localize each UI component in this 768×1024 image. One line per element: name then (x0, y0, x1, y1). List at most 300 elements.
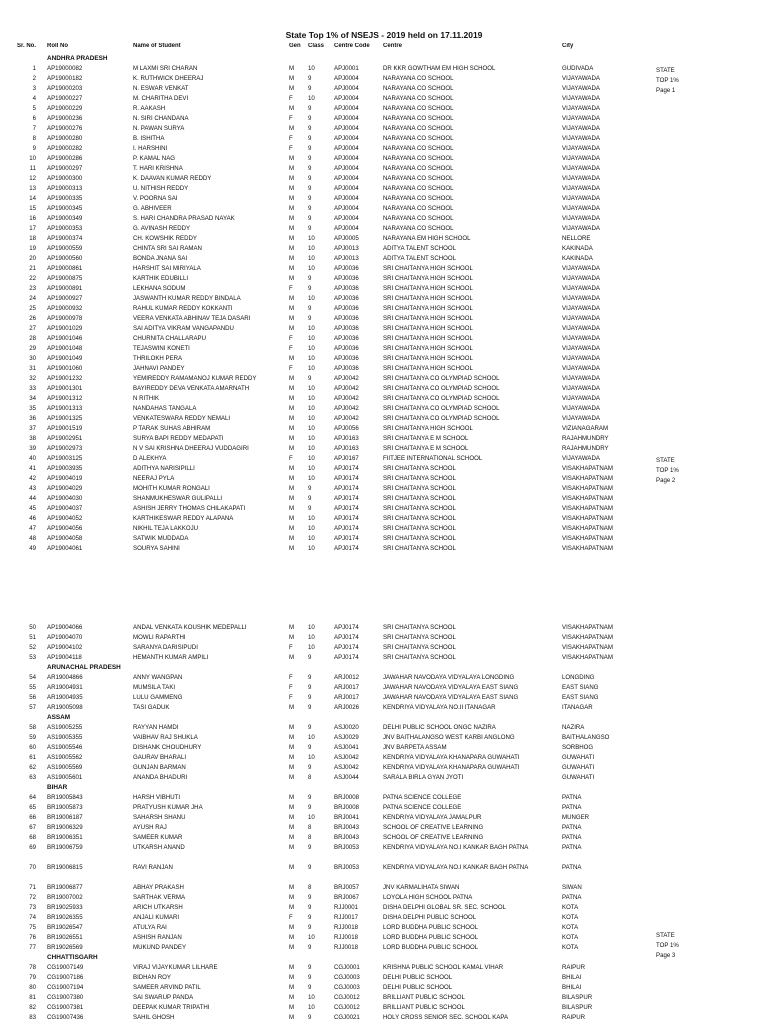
gender: M (289, 904, 295, 911)
gender: M (289, 325, 295, 332)
table-row (0, 633, 768, 643)
serial-number: 54 (29, 674, 36, 681)
centre-name: NARAYANA CO SCHOOL (383, 185, 454, 192)
city: SORBHOG (562, 744, 594, 751)
city: VIJAYAWADA (562, 185, 600, 192)
class: 10 (308, 515, 315, 522)
gender: M (289, 375, 295, 382)
centre-name: SRI CHAITANYA HIGH SCHOOL (383, 315, 473, 322)
centre-name: PATNA SCIENCE COLLEGE (383, 794, 462, 801)
roll-number: AP19000345 (47, 205, 83, 212)
roll-number: BR19006815 (47, 864, 83, 871)
table-row (0, 474, 768, 484)
centre-name: PATNA SCIENCE COLLEGE (383, 804, 462, 811)
centre-name: SRI CHAITANYA HIGH SCHOOL (383, 305, 473, 312)
centre-code: BRJ0043 (334, 824, 360, 831)
centre-code: APJ0174 (334, 485, 359, 492)
centre-name: DR KKR GOWTHAM EM HIGH SCHOOL (383, 65, 496, 72)
student-name: SARANYA DARISIPUDI (133, 644, 198, 651)
serial-number: 45 (29, 505, 36, 512)
table-row (0, 184, 768, 194)
table-row (0, 344, 768, 354)
table-row (0, 693, 768, 703)
table-row (0, 154, 768, 164)
centre-code: APJ0036 (334, 335, 359, 342)
roll-number: BR19026569 (47, 944, 83, 951)
roll-number: AP19000286 (47, 155, 83, 162)
serial-number: 40 (29, 455, 36, 462)
serial-number: 63 (29, 774, 36, 781)
gender: M (289, 235, 295, 242)
table-row (0, 104, 768, 114)
city: RAJAHMUNDRY (562, 435, 609, 442)
centre-code: RJJ0017 (334, 914, 359, 921)
gender: M (289, 85, 295, 92)
centre-name: NARAYANA CO SCHOOL (383, 195, 454, 202)
centre-code: RJJ0018 (334, 934, 359, 941)
city: VIJAYAWADA (562, 385, 600, 392)
city: VISAKHAPATNAM (562, 624, 613, 631)
student-name: MOWLI RAPARTHI (133, 634, 186, 641)
centre-name: NARAYANA CO SCHOOL (383, 75, 454, 82)
city: NAZIRA (562, 724, 585, 731)
table-header (0, 43, 768, 53)
roll-number: AP19001325 (47, 415, 83, 422)
gender: M (289, 385, 295, 392)
centre-name: KENDRIYA VIDYALAYA NO.II ITANAGAR (383, 704, 496, 711)
student-name: NANDAHAS TANGALA (133, 405, 197, 412)
side-label-top: TOP 1% (656, 942, 679, 949)
gender: M (289, 305, 295, 312)
table-row (0, 643, 768, 653)
student-name: SURYA BAPI REDDY MEDAPATI (133, 435, 224, 442)
city: ITANAGAR (562, 704, 593, 711)
serial-number: 48 (29, 535, 36, 542)
table-row (0, 384, 768, 394)
centre-name: NARAYANA CO SCHOOL (383, 115, 454, 122)
gender: M (289, 545, 295, 552)
student-name: MUKUND PANDEY (133, 944, 187, 951)
student-name: K. DAAVAN KUMAR REDDY (133, 175, 212, 182)
centre-code: APJ0163 (334, 435, 359, 442)
centre-name: SRI CHAITANYA HIGH SCHOOL (383, 425, 473, 432)
roll-number: AP19002973 (47, 445, 83, 452)
class: 9 (308, 155, 312, 162)
serial-number: 11 (29, 165, 36, 172)
serial-number: 35 (29, 405, 36, 412)
table-row (0, 254, 768, 264)
centre-name: NARAYANA CO SCHOOL (383, 175, 454, 182)
student-name: SAHIL GHOSH (133, 1014, 175, 1021)
centre-code: APJ0174 (334, 465, 359, 472)
serial-number: 15 (29, 205, 36, 212)
gender: F (289, 644, 293, 651)
centre-code: APJ0174 (334, 535, 359, 542)
table-row (0, 464, 768, 474)
city: VISAKHAPATNAM (562, 634, 613, 641)
centre-code: CGJ0003 (334, 984, 360, 991)
city: BILASPUR (562, 1004, 593, 1011)
class: 10 (308, 265, 315, 272)
header-centre: Centre (383, 43, 403, 49)
class: 10 (308, 325, 315, 332)
roll-number: AP19000297 (47, 165, 83, 172)
class: 10 (308, 355, 315, 362)
roll-number: AP19000861 (47, 265, 83, 272)
table-row (0, 114, 768, 124)
student-name: U. NITHISH REDDY (133, 185, 189, 192)
centre-code: ASJ0041 (334, 744, 359, 751)
city: PATNA (562, 804, 582, 811)
class: 9 (308, 195, 312, 202)
class: 10 (308, 814, 315, 821)
serial-number: 16 (29, 215, 36, 222)
city: VIJAYAWADA (562, 335, 600, 342)
table-row (0, 883, 768, 893)
class: 9 (308, 165, 312, 172)
centre-name: JAWAHAR NAVODAYA VIDYALAYA LONGDING (383, 674, 515, 681)
student-name: SAI ADITYA VIKRAM VANGAPANDU (133, 325, 234, 332)
roll-number: BR19006351 (47, 834, 83, 841)
gender: M (289, 754, 295, 761)
roll-number: AS19005355 (47, 734, 83, 741)
centre-code: APJ0004 (334, 105, 359, 112)
class: 9 (308, 75, 312, 82)
gender: M (289, 255, 295, 262)
header-centre-code: Centre Code (334, 43, 370, 49)
class: 10 (308, 754, 315, 761)
city: KAKINADA (562, 245, 593, 252)
gender: M (289, 734, 295, 741)
serial-number: 59 (29, 734, 36, 741)
student-name: HEMANTH KUMAR AMPILI (133, 654, 209, 661)
student-name: ATULYA RAI (133, 924, 167, 931)
centre-name: KENDRIYA VIDYALAYA KHANAPARA GUWAHATI (383, 764, 520, 771)
city: VIJAYAWADA (562, 315, 600, 322)
table-row (0, 504, 768, 514)
class: 9 (308, 145, 312, 152)
city: VIJAYAWADA (562, 205, 600, 212)
state-heading: ARUNACHAL PRADESH (47, 664, 121, 671)
city: VIJAYAWADA (562, 175, 600, 182)
gender: M (289, 774, 295, 781)
serial-number: 55 (29, 684, 36, 691)
table-row (0, 164, 768, 174)
gender: M (289, 964, 295, 971)
table-row (0, 484, 768, 494)
roll-number: AP19000927 (47, 295, 83, 302)
centre-code: BRJ0053 (334, 864, 360, 871)
class: 10 (308, 465, 315, 472)
table-row (0, 963, 768, 973)
city: BAITHALANGSO (562, 734, 610, 741)
serial-number: 60 (29, 744, 36, 751)
class: 10 (308, 1004, 315, 1011)
centre-code: APJ0163 (334, 445, 359, 452)
header-class: Class (308, 43, 325, 49)
city: VISAKHAPATNAM (562, 654, 613, 661)
centre-name: SARALA BIRLA GYAN JYOTI (383, 774, 464, 781)
table-row (0, 793, 768, 803)
city: EAST SIANG (562, 694, 599, 701)
city: VISAKHAPATNAM (562, 644, 613, 651)
roll-number: AP19000374 (47, 235, 83, 242)
roll-number: CG19007380 (47, 994, 84, 1001)
centre-code: APJ0174 (334, 634, 359, 641)
roll-number: AP19004066 (47, 624, 83, 631)
city: VIJAYAWADA (562, 365, 600, 372)
centre-name: SCHOOL OF CREATIVE LEARNING (383, 834, 484, 841)
serial-number: 14 (29, 195, 36, 202)
centre-name: SRI CHAITANYA CO OLYMPIAD SCHOOL (383, 395, 500, 402)
roll-number: CG19007436 (47, 1014, 84, 1021)
roll-number: AP19000280 (47, 135, 83, 142)
serial-number: 39 (29, 445, 36, 452)
student-name: RAHUL KUMAR REDDY KOKKANTI (133, 305, 233, 312)
roll-number: AP19000082 (47, 65, 83, 72)
class: 9 (308, 724, 312, 731)
roll-number: AP19004030 (47, 495, 83, 502)
roll-number: CG19007194 (47, 984, 84, 991)
city: VIJAYAWADA (562, 325, 600, 332)
serial-number: 78 (29, 964, 36, 971)
header-gender: Gen (289, 43, 301, 49)
centre-code: BRJ0008 (334, 804, 360, 811)
city: VISAKHAPATNAM (562, 485, 613, 492)
class: 9 (308, 894, 312, 901)
centre-code: APJ0004 (334, 115, 359, 122)
city: GUWAHATI (562, 754, 595, 761)
roll-number: AS19005569 (47, 764, 83, 771)
roll-number: CG19007149 (47, 964, 84, 971)
gender: M (289, 844, 295, 851)
class: 10 (308, 425, 315, 432)
table-row (0, 803, 768, 813)
centre-name: LORD BUDDHA PUBLIC SCHOOL (383, 934, 479, 941)
centre-name: SRI CHAITANYA SCHOOL (383, 535, 456, 542)
gender: M (289, 704, 295, 711)
gender: M (289, 1004, 295, 1011)
table-row (0, 424, 768, 434)
city: BHILAI (562, 984, 582, 991)
header-city: City (562, 43, 574, 49)
class: 10 (308, 545, 315, 552)
table-row (0, 743, 768, 753)
student-name: N. PAWAN SURYA (133, 125, 185, 132)
student-name: CHURNITA CHALLARAPU (133, 335, 207, 342)
student-name: RAYYAN HAMDI (133, 724, 179, 731)
centre-code: BRJ0043 (334, 834, 360, 841)
table-row (0, 813, 768, 823)
serial-number: 80 (29, 984, 36, 991)
gender: M (289, 824, 295, 831)
class: 9 (308, 85, 312, 92)
gender: M (289, 475, 295, 482)
serial-number: 70 (29, 864, 36, 871)
centre-name: SCHOOL OF CREATIVE LEARNING (383, 824, 484, 831)
class: 10 (308, 385, 315, 392)
student-name: BONDA JNANA SAI (133, 255, 188, 262)
centre-name: DELHI PUBLIC SCHOOL (383, 974, 453, 981)
student-name: CHINTA SRI SAI RAMAN (133, 245, 202, 252)
student-name: I. HARSHINI (133, 145, 168, 152)
serial-number: 17 (29, 225, 36, 232)
roll-number: AP19000229 (47, 105, 83, 112)
serial-number: 33 (29, 385, 36, 392)
roll-number: AP19000560 (47, 255, 83, 262)
student-name: ADITHYA NARISIPILLI (133, 465, 195, 472)
student-name: CH. KOWSHIK REDDY (133, 235, 197, 242)
class: 9 (308, 285, 312, 292)
serial-number: 83 (29, 1014, 36, 1021)
centre-code: BRJ0057 (334, 884, 360, 891)
class: 10 (308, 435, 315, 442)
gender: M (289, 984, 295, 991)
student-name: VAIBHAV RAJ SHUKLA (133, 734, 198, 741)
centre-code: APJ0042 (334, 375, 359, 382)
centre-code: APJ0036 (334, 285, 359, 292)
table-row (0, 334, 768, 344)
table-row (0, 733, 768, 743)
gender: M (289, 155, 295, 162)
centre-name: DELHI PUBLIC SCHOOL (383, 984, 453, 991)
serial-number: 43 (29, 485, 36, 492)
city: RAJAHMUNDRY (562, 445, 609, 452)
centre-name: NARAYANA EM HIGH SCHOOL (383, 235, 471, 242)
centre-code: APJ0005 (334, 235, 359, 242)
table-row (0, 763, 768, 773)
class: 9 (308, 844, 312, 851)
student-name: SAI SWARUP PANDA (133, 994, 194, 1001)
roll-number: AP19001048 (47, 345, 83, 352)
gender: M (289, 265, 295, 272)
table-row (0, 723, 768, 733)
gender: M (289, 175, 295, 182)
roll-number: AP19001060 (47, 365, 83, 372)
table-row (0, 494, 768, 504)
city: VISAKHAPATNAM (562, 465, 613, 472)
serial-number: 67 (29, 824, 36, 831)
table-row (0, 244, 768, 254)
class: 10 (308, 535, 315, 542)
class: 10 (308, 65, 315, 72)
centre-name: JNV KARMALIHATA SIWAN (383, 884, 460, 891)
centre-name: ADITYA TALENT SCHOOL (383, 245, 457, 252)
table-row (0, 364, 768, 374)
gender: M (289, 425, 295, 432)
centre-code: APJ0004 (334, 75, 359, 82)
centre-name: SRI CHAITANYA SCHOOL (383, 525, 456, 532)
table-row (0, 134, 768, 144)
class: 9 (308, 115, 312, 122)
city: MUNGER (562, 814, 590, 821)
student-name: BAYIREDDY DEVA VENKATA AMARNATH (133, 385, 250, 392)
table-row (0, 224, 768, 234)
roll-number: AP19000353 (47, 225, 83, 232)
state-heading-row (0, 54, 768, 64)
centre-name: SRI CHAITANYA HIGH SCHOOL (383, 365, 473, 372)
serial-number: 44 (29, 495, 36, 502)
city: VISAKHAPATNAM (562, 515, 613, 522)
centre-name: SRI CHAITANYA HIGH SCHOOL (383, 325, 473, 332)
class: 10 (308, 335, 315, 342)
city: VIJAYAWADA (562, 455, 600, 462)
gender: M (289, 405, 295, 412)
class: 9 (308, 694, 312, 701)
centre-code: APJ0004 (334, 135, 359, 142)
table-row (0, 414, 768, 424)
table-row (0, 514, 768, 524)
class: 10 (308, 405, 315, 412)
gender: M (289, 764, 295, 771)
student-name: HARSH VIBHUTI (133, 794, 181, 801)
serial-number: 13 (29, 185, 36, 192)
city: VIJAYAWADA (562, 135, 600, 142)
serial-number: 42 (29, 475, 36, 482)
gender: F (289, 455, 293, 462)
class: 10 (308, 255, 315, 262)
class: 10 (308, 475, 315, 482)
city: VISAKHAPATNAM (562, 505, 613, 512)
serial-number: 27 (29, 325, 36, 332)
centre-name: SRI CHAITANYA HIGH SCHOOL (383, 345, 473, 352)
centre-code: APJ0013 (334, 245, 359, 252)
student-name: UTKARSH ANAND (133, 844, 185, 851)
centre-name: SRI CHAITANYA HIGH SCHOOL (383, 335, 473, 342)
side-label-state: STATE (656, 457, 675, 464)
serial-number: 47 (29, 525, 36, 532)
centre-name: SRI CHAITANYA E M SCHOOL (383, 435, 469, 442)
centre-code: APJ0004 (334, 125, 359, 132)
roll-number: AP19001029 (47, 325, 83, 332)
class: 9 (308, 505, 312, 512)
serial-number: 28 (29, 335, 36, 342)
student-name: THRILOKH PERA (133, 355, 183, 362)
student-name: SATWIK MUDDADA (133, 535, 189, 542)
gender: M (289, 395, 295, 402)
roll-number: CG19007381 (47, 1004, 84, 1011)
table-row (0, 214, 768, 224)
serial-number: 72 (29, 894, 36, 901)
centre-name: SRI CHAITANYA SCHOOL (383, 505, 456, 512)
student-name: SAMEER KUMAR (133, 834, 183, 841)
roll-number: AP19004118 (47, 654, 82, 661)
student-name: JAHNAVI PANDEY (133, 365, 185, 372)
centre-code: APJ0174 (334, 545, 359, 552)
centre-code: CGJ0003 (334, 974, 360, 981)
table-row (0, 703, 768, 713)
centre-code: APJ0174 (334, 525, 359, 532)
table-row (0, 204, 768, 214)
centre-code: ASJ0042 (334, 764, 359, 771)
serial-number: 53 (29, 654, 36, 661)
city: LONGDING (562, 674, 595, 681)
serial-number: 10 (29, 155, 36, 162)
centre-name: SRI CHAITANYA HIGH SCHOOL (383, 355, 473, 362)
centre-name: DELHI PUBLIC SCHOOL ONGC NAZIRA (383, 724, 496, 731)
centre-code: APJ0004 (334, 95, 359, 102)
student-name: SAMEER ARVIND PATIL (133, 984, 201, 991)
centre-code: APJ0004 (334, 155, 359, 162)
class: 10 (308, 395, 315, 402)
city: VIJAYAWADA (562, 75, 600, 82)
city: PATNA (562, 894, 582, 901)
roll-number: AP19000875 (47, 275, 83, 282)
city: VIJAYAWADA (562, 215, 600, 222)
student-name: ASHISH JERRY THOMAS CHILAKAPATI (133, 505, 246, 512)
serial-number: 29 (29, 345, 36, 352)
serial-number: 71 (29, 884, 36, 891)
